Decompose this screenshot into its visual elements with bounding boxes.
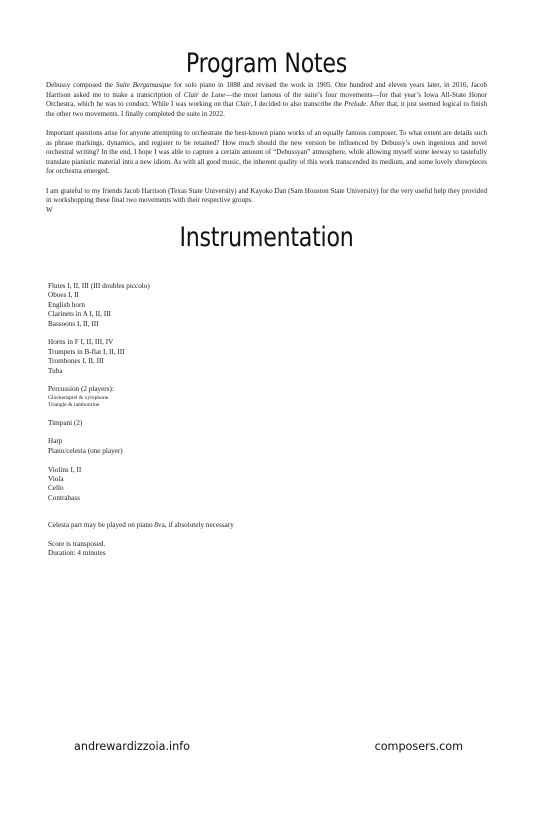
brass-group	[48, 338, 348, 376]
woodwinds-group	[48, 282, 348, 329]
instrument-line: Contrabass	[48, 493, 80, 502]
timpani-group	[48, 419, 348, 428]
instrument-line: English horn	[48, 300, 85, 309]
instrument-line: Tuba	[48, 366, 63, 375]
work-title: Clair de Lune	[183, 90, 226, 99]
duration: Duration: 4 minutes	[48, 549, 106, 558]
instrument-line: Flutes I, II, III (III doubles piccolo)	[48, 282, 150, 290]
instrument-line: Timpani (2)	[48, 418, 83, 427]
instrumentation-title: Instrumentation	[179, 222, 354, 253]
instrument-line: Glockenspiel & xylophone	[48, 394, 109, 401]
celesta-note: Celesta part may be played on piano 8va, if absolutely necessary	[48, 521, 234, 530]
footer-publisher-link[interactable]: composers.com	[374, 740, 463, 753]
instrument-line: Trumpets in B-flat I, II, III	[48, 347, 125, 356]
program-notes-paragraph-1: Debussy composed the Suite Bergamasque for solo piano in 1888 and revised the work in 1905. One hundred and eleven years later, in 2016, Jacob Harrison asked me to make a transcription of Clair de Lune—the most famous of the suite’s four movements—for that year’s Iowa All-State Honor Orchestra, which he was to conduct. While I was working on that Clair, I decided to also transcribe the Prelude. After that, it just seemed logical to finish the other two movements. I finally completed the suite in 2022.	[46, 81, 488, 118]
instrument-line: Oboes I, II	[48, 291, 79, 300]
program-notes-paragraph-3: I am grateful to my friends Jacob Harrison (Texas State University) and Kayoko Dan (Sam Houston State University) for the very useful help they provided in workshopping these final two movements with their respective groups.	[46, 186, 487, 205]
instrument-line: Piano/celesta (one player)	[48, 446, 123, 455]
work-title: Clair	[235, 100, 251, 109]
instrument-line: Trombones I, II, III	[48, 357, 104, 366]
instrumentation-list	[48, 282, 348, 568]
program-notes-title: Program Notes	[185, 48, 348, 79]
signature: W	[46, 205, 53, 214]
program-notes-paragraph-2: Important questions arise for anyone attempting to orchestrate the best-known piano works of an equally famous composer. To what extent are details such as phrase markings, dynamics, and register to be retained? How much should the new version be influenced by Debussy’s own ingenious and novel orchestral writing? In the end, I hope I was able to capture a certain amount of “Debussyan” atmosphere, while allowing myself some leeway to tastefully translate pianistic material into a new idiom. As with all good music, the inherent quality of this work transcended its medium, and some lovely showpieces for orchestra emerged.	[46, 128, 487, 176]
percussion-heading: Percussion (2 players):	[48, 385, 114, 394]
instrument-line: Viola	[48, 475, 64, 484]
footer-website-link[interactable]: andrewardizzoia.info	[74, 740, 190, 753]
celesta-note-group	[48, 521, 348, 530]
strings-group	[48, 466, 348, 504]
harp-keyboard-group	[48, 437, 348, 456]
instrument-line: Violins I, II	[48, 465, 82, 474]
work-title: Suite Bergamasque	[115, 81, 172, 89]
instrument-line: Horns in F I, II, III, IV	[48, 338, 114, 347]
work-title: Prelude	[344, 100, 367, 109]
score-transposed-note: Score is transposed.	[48, 540, 106, 549]
program-notes-body	[46, 81, 487, 215]
instrument-line: Cello	[48, 484, 64, 493]
instrument-line: Triangle & tambourine	[48, 402, 100, 409]
instrument-line: Bassoons I, II, III	[48, 319, 99, 328]
instrument-line: Clarinets in A I, II, III	[48, 310, 111, 319]
instrument-line: Harp	[48, 437, 63, 446]
percussion-group	[48, 385, 348, 409]
score-info-group	[48, 540, 348, 559]
